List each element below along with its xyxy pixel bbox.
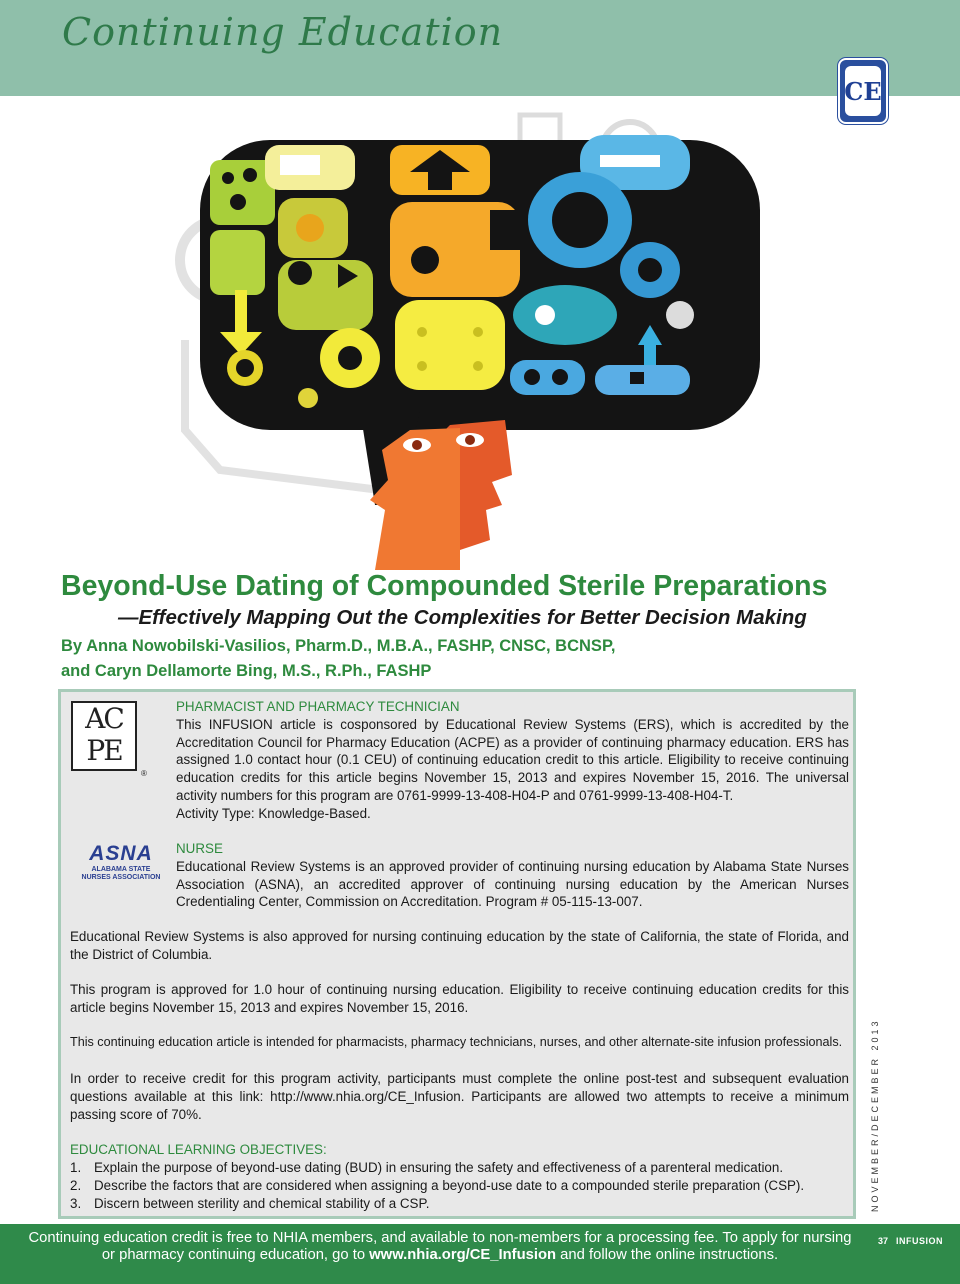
objective-number: 1. [70, 1159, 82, 1175]
objective-number: 2. [70, 1177, 82, 1193]
footer-text-start: Continuing education credit is free to NHIA members, and available to non-members for a processing fee. To apply for nursing or pharmacy continuing education, go to [28, 1230, 852, 1263]
nurse-heading: NURSE [176, 841, 223, 856]
header-band [0, 0, 960, 96]
nurse-section [176, 840, 849, 911]
asna-logo-subtitle-1: ALABAMA STATE [91, 866, 151, 873]
page-number: 37 [878, 1236, 889, 1246]
footer-text-end: and follow the online instructions. [556, 1247, 779, 1263]
ce-badge-icon [838, 58, 888, 124]
acpe-logo-row-2: PE [86, 734, 122, 767]
acpe-logo-row-1: AC [85, 702, 123, 735]
acpe-registered-mark: ® [141, 769, 147, 778]
asna-logo [71, 842, 171, 888]
ce-accreditation-box [58, 689, 856, 1219]
footer-text [20, 1230, 860, 1264]
article-subtitle: —Effectively Mapping Out the Complexities for Better Decision Making [118, 606, 807, 629]
objectives-list [70, 1159, 849, 1213]
footer-ce-link[interactable]: www.nhia.org/CE_Infusion [369, 1247, 557, 1263]
footer-band [0, 1224, 960, 1284]
acpe-logo [71, 701, 137, 771]
objective-item [70, 1177, 849, 1195]
objective-item [70, 1159, 849, 1177]
objective-text: Explain the purpose of beyond-use dating (BUD) in ensuring the safety and effectiveness of a parenteral medication. [94, 1159, 784, 1175]
asna-logo-subtitle-2: NURSES ASSOCIATION [81, 874, 161, 881]
byline [61, 634, 615, 684]
audience-paragraph: This continuing education article is intended for pharmacists, pharmacy technicians, nurses, and other alternate-site infusion professionals. [70, 1035, 843, 1049]
learning-objectives [70, 1141, 849, 1213]
objective-text: Describe the factors that are considered when assigning a beyond-use date to a compounded sterile preparation (CSP). [94, 1177, 805, 1193]
objectives-heading: EDUCATIONAL LEARNING OBJECTIVES: [70, 1142, 327, 1157]
pharmacist-text: This INFUSION article is cosponsored by Educational Review Systems (ERS), which is accredited by the Accreditation Council for Pharmacy Education (ACPE) as a provider of continuing pharmacy education. ERS has assigned 1.0 contact hour (0.1 CEU) of continuing education credit to this article. Eligibility to receive continuing education credits for this article begins November 15, 2013 and expires November 15, 2016. The universal activity numbers for this program are 0761-9999-13-408-H04-P and 0761-9999-13-408-H04-T. [176, 716, 849, 803]
issue-date-vertical: NOVEMBER/DECEMBER 2013 [870, 1018, 880, 1212]
objective-number: 3. [70, 1195, 82, 1211]
nurse-text: Educational Review Systems is an approved provider of continuing nursing education by Alabama State Nurses Association (ASNA), an accredited approver of continuing nursing education by the American Nurses Credentialing Center, Commission on Accreditation. Program # 05-115-13-007. [176, 858, 849, 910]
article-title: Beyond-Use Dating of Compounded Sterile Preparations [61, 570, 828, 602]
asna-logo-mark: ASNA [89, 842, 153, 865]
objective-text: Discern between sterility and chemical stability of a CSP. [94, 1195, 430, 1211]
approval-paragraph: Educational Review Systems is also approved for nursing continuing education by the state of California, the state of Florida, and the District of Columbia. [70, 929, 849, 962]
activity-type: Activity Type: Knowledge-Based. [176, 805, 371, 821]
head-speech-bubble-illustration [160, 110, 780, 570]
ce-badge-label: CE [845, 66, 881, 116]
section-title: Continuing Education [62, 10, 504, 54]
hours-paragraph: This program is approved for 1.0 hour of continuing nursing education. Eligibility to receive continuing education credits for this article begins November 15, 2013 and expires November 15, 2016. [70, 982, 849, 1015]
magazine-name: INFUSION [896, 1236, 944, 1246]
pharmacist-section [176, 698, 849, 823]
byline-line-1: By Anna Nowobilski-Vasilios, Pharm.D., M.B.A., FASHP, CNSC, BCNSP, [61, 637, 616, 655]
pharmacist-heading: PHARMACIST AND PHARMACY TECHNICIAN [176, 699, 460, 714]
byline-line-2: and Caryn Dellamorte Bing, M.S., R.Ph., FASHP [61, 662, 432, 680]
credit-paragraph: In order to receive credit for this program activity, participants must complete the online post-test and subsequent evaluation questions available at this link: http://www.nhia.org/CE_Infusion. Participants are allowed two attempts to receive a minimum passing score of 70%. [70, 1071, 849, 1122]
objective-item [70, 1195, 849, 1213]
